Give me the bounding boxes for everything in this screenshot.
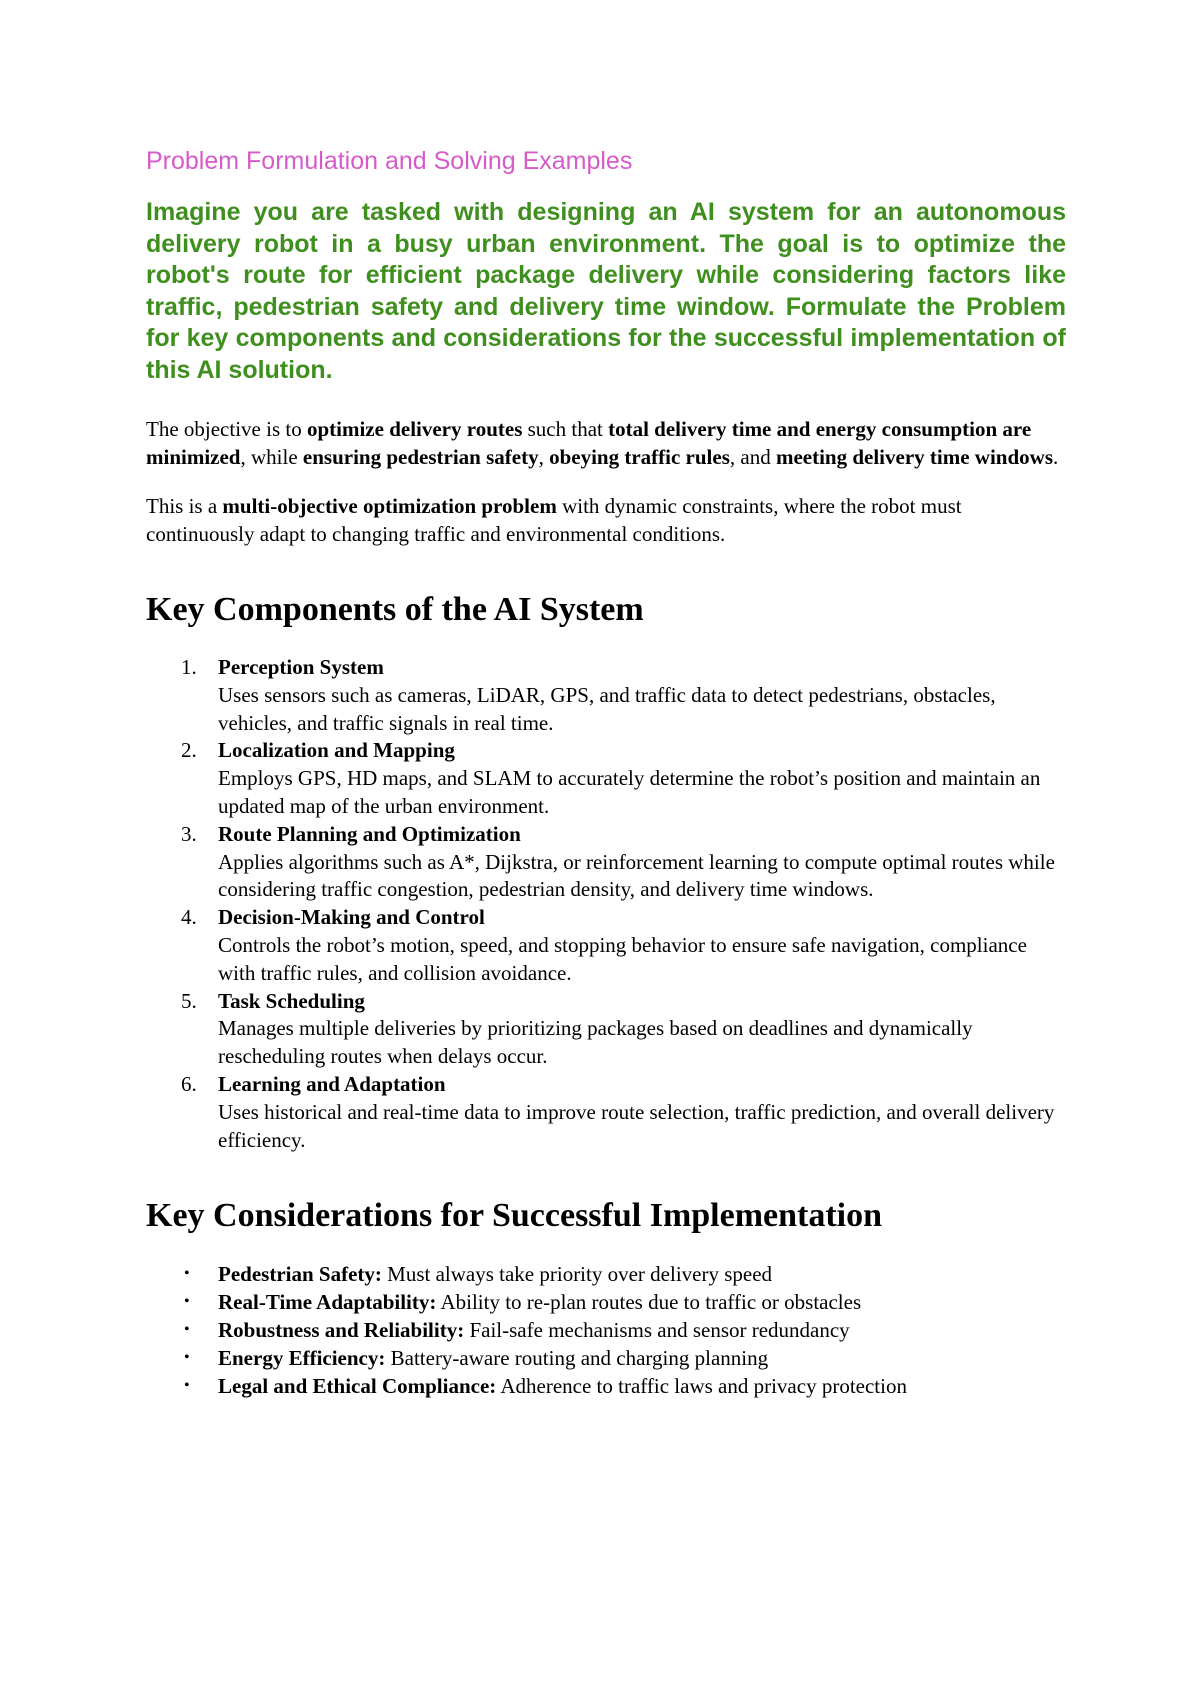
objective-text: The objective is to [146,417,307,441]
consideration-text: Ability to re-plan routes due to traffic or obstacles [436,1290,862,1315]
components-list [146,654,1066,1154]
objective-paragraph [146,416,1066,471]
consideration-label: Real-Time Adaptability: [218,1290,437,1315]
list-item [146,904,1066,987]
problem-type-emphasis: multi-objective optimization problem [222,494,557,518]
objective-text: , while [240,444,303,469]
consideration-label: Energy Efficiency: [218,1346,386,1371]
document-title: Problem Formulation and Solving Examples [146,147,633,175]
list-number: 1. [181,655,197,679]
objective-text: , and [729,444,776,469]
component-title: Task Scheduling [218,988,365,1013]
component-description: Applies algorithms such as A*, Dijkstra, or reinforcement learning to compute optimal routes while considering traffic congestion, pedestrian density, and delivery time windows. [218,849,1055,902]
problem-type-text: with dynamic constraints, where the robot must continuously adapt to changing traffic and environmental conditions. [146,494,962,546]
list-item [146,1344,1066,1372]
component-title: Perception System [218,655,384,679]
list-item [146,1071,1066,1154]
component-title: Decision-Making and Control [218,905,485,930]
bullet-icon: • [184,1293,190,1311]
component-description: Controls the robot’s motion, speed, and stopping behavior to ensure safe navigation, compliance with traffic rules, and collision avoidance. [218,932,1027,985]
list-item [146,1288,1066,1316]
objective-emphasis: optimize delivery routes [306,417,523,441]
components-heading: Key Components of the AI System [146,591,644,628]
bullet-icon: • [184,1349,190,1367]
objective-emphasis: ensuring pedestrian safety [302,444,539,469]
objective-emphasis: total delivery time and energy consumption are minimized [146,417,1032,469]
list-item [146,1372,1066,1400]
considerations-list [146,1260,1066,1400]
consideration-label: Robustness and Reliability: [218,1318,465,1343]
list-item [146,654,1066,737]
consideration-text: Adherence to traffic laws and privacy protection [496,1374,907,1399]
task-prompt: Imagine you are tasked with designing an AI system for an autonomous delivery robot in a busy urban environment. The goal is to optimize the robot's route for efficient package delivery while considering factors like traffic, pedestrian safety and delivery time window. Formulate the Problem for key components and considerations for the successful implementation of this AI solution. [146,198,1066,384]
component-description: Uses historical and real-time data to improve route selection, traffic prediction, and overall delivery efficiency. [218,1099,1055,1152]
objective-emphasis: meeting delivery time windows [775,444,1053,469]
list-item [146,988,1066,1071]
list-number: 4. [181,905,197,930]
consideration-text: Battery-aware routing and charging planning [385,1346,769,1371]
list-item [146,737,1066,820]
considerations-heading: Key Considerations for Successful Implementation [146,1197,883,1235]
consideration-label: Legal and Ethical Compliance: [218,1374,497,1399]
list-number: 3. [181,821,197,846]
objective-text: . [1053,444,1059,469]
consideration-text: Must always take priority over delivery speed [381,1262,773,1287]
component-description: Manages multiple deliveries by prioritizing packages based on deadlines and dynamically rescheduling routes when delays occur. [218,1016,973,1069]
list-number: 2. [181,738,197,763]
component-title: Localization and Mapping [218,738,455,763]
bullet-icon: • [184,1265,190,1283]
problem-type-paragraph [146,493,1066,548]
list-number: 5. [181,988,197,1013]
list-item [146,1316,1066,1344]
document-content [146,140,1066,1400]
component-description: Uses sensors such as cameras, LiDAR, GPS, and traffic data to detect pedestrians, obstacles, vehicles, and traffic signals in real time. [218,682,996,735]
component-description: Employs GPS, HD maps, and SLAM to accurately determine the robot’s position and maintain an updated map of the urban environment. [218,766,1041,818]
consideration-text: Fail-safe mechanisms and sensor redundancy [464,1318,850,1343]
component-title: Learning and Adaptation [218,1071,446,1096]
list-item [146,821,1066,904]
bullet-icon: • [184,1321,190,1339]
list-item [146,1260,1066,1288]
list-number: 6. [181,1071,197,1096]
component-title: Route Planning and Optimization [218,821,521,846]
bullet-icon: • [184,1377,190,1395]
objective-text: , [538,444,550,469]
objective-emphasis: obeying traffic rules [549,444,730,469]
consideration-label: Pedestrian Safety: [218,1262,382,1287]
problem-type-text: This is a [146,494,223,518]
objective-text: such that [522,417,609,441]
